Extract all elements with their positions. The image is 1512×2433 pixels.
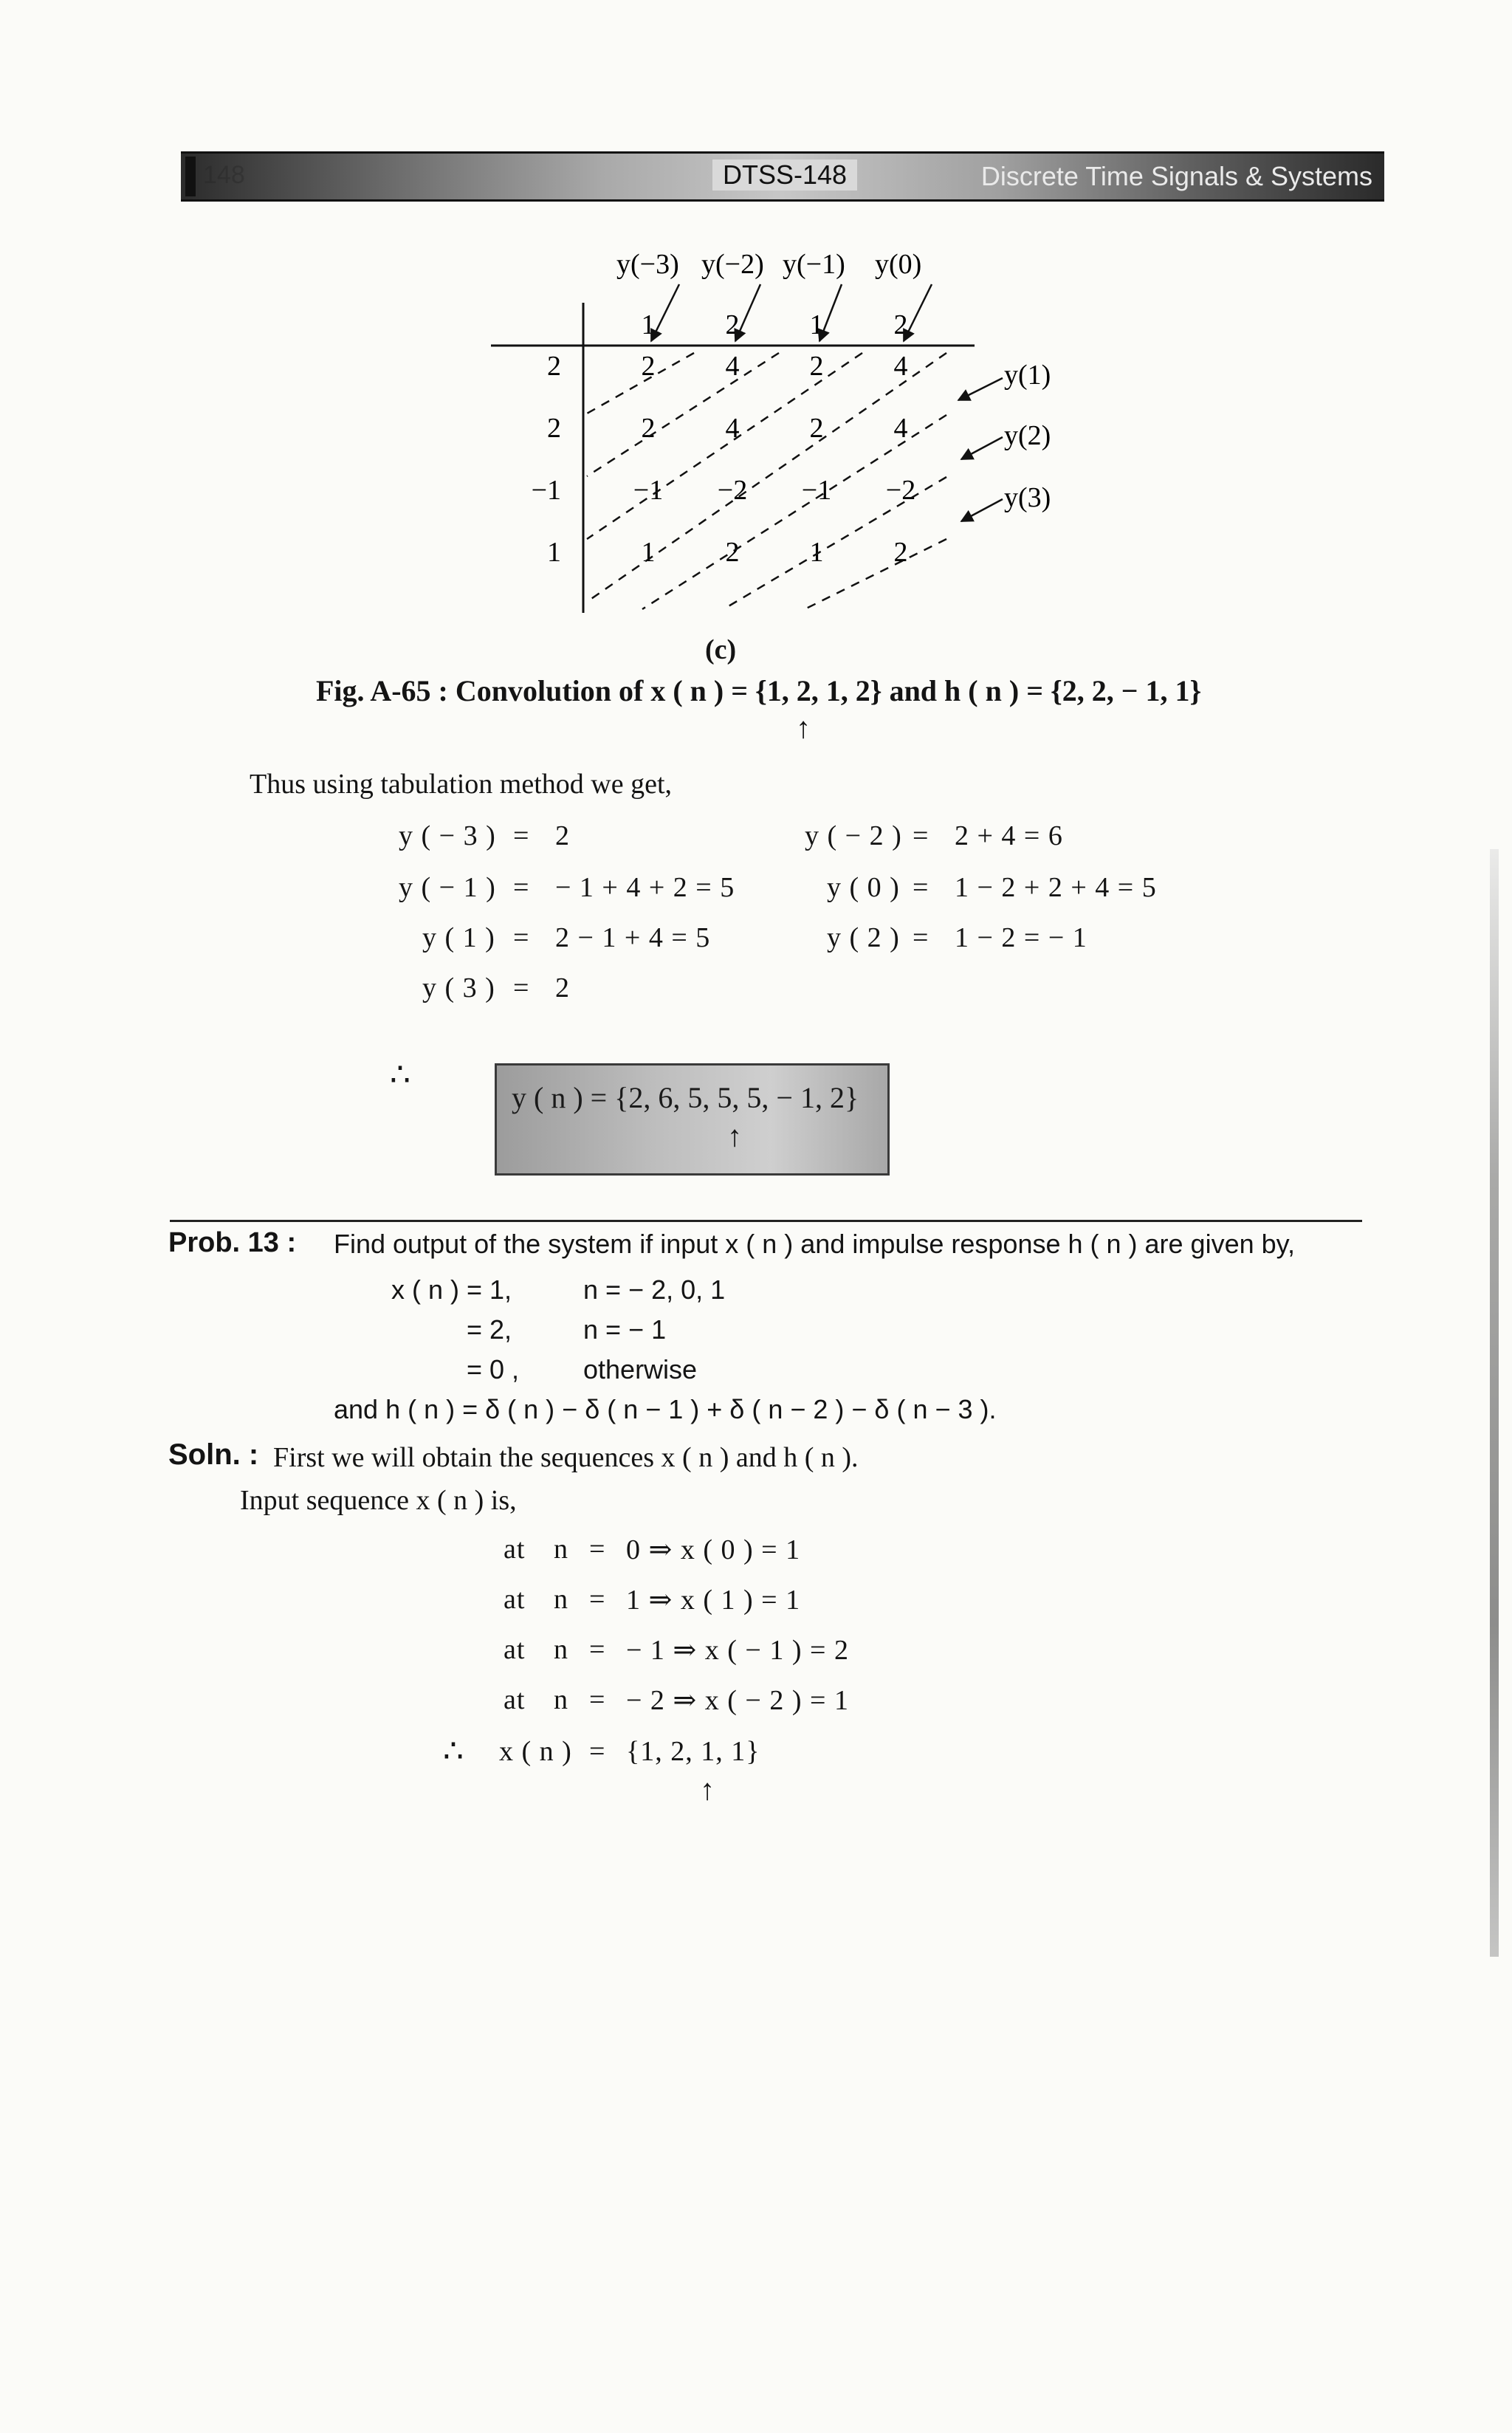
arrow-y-minus-3 <box>651 284 679 341</box>
figure-caption: Fig. A-65 : Convolution of x ( n ) = {1, 2, 1, 2} and h ( n ) = {2, 2, − 1, 1} <box>316 674 1202 707</box>
eq-sign: = <box>913 922 929 953</box>
eq-sign: = <box>913 872 929 903</box>
arrow-y-2 <box>961 437 1003 459</box>
case-lhs: = 0 , <box>467 1354 520 1384</box>
eq-rhs: 1 − 2 + 2 + 4 = 5 <box>955 872 1157 903</box>
eq-sign: = <box>513 820 530 851</box>
eq-sign: = <box>913 820 929 851</box>
grid-cell: 4 <box>893 351 908 382</box>
grid-cell: 2 <box>725 537 740 568</box>
grid-cell: 4 <box>725 351 740 382</box>
arrow-y-0 <box>904 284 932 341</box>
x-value: 1 <box>809 309 824 340</box>
eq-lhs: y ( − 2 ) <box>805 820 902 851</box>
result-equation: y ( n ) = {2, 6, 5, 5, 5, − 1, 2} <box>512 1081 859 1114</box>
at-word: at <box>504 1684 526 1715</box>
grid-cell: 2 <box>641 413 656 444</box>
product-grid <box>633 351 915 568</box>
top-label-y-0: y(0) <box>875 249 922 280</box>
solution-label: Soln. : <box>168 1438 259 1471</box>
n-var: n <box>554 1634 568 1665</box>
right-label-y-2: y(2) <box>1004 420 1051 451</box>
grid-cell: 1 <box>809 537 824 568</box>
eq-lhs: y ( 2 ) <box>827 922 900 953</box>
top-label-y-minus-2: y(−2) <box>701 249 764 280</box>
x-value: 2 <box>725 309 740 340</box>
problem-statement: Find output of the system if input x ( n ) and impulse response h ( n ) are given by, <box>334 1229 1295 1259</box>
eq-lhs: y ( 1 ) <box>422 922 495 953</box>
n-var: n <box>554 1684 568 1715</box>
section-divider <box>170 1220 1362 1222</box>
input-sequence-intro: Input sequence x ( n ) is, <box>240 1485 517 1516</box>
n-var: n <box>554 1534 568 1565</box>
grid-cell: −1 <box>801 475 832 506</box>
sequence-origin-arrow: ↑ <box>700 1773 715 1806</box>
convolution-tabulation-figure <box>458 244 1093 628</box>
grid-cell: 2 <box>809 413 824 444</box>
case-lhs: = 2, <box>467 1314 512 1345</box>
eq-sign: = <box>513 872 530 903</box>
x-sample: − 1 ⇒ x ( − 1 ) = 2 <box>626 1635 849 1666</box>
eq-rhs: 2 <box>555 820 570 851</box>
right-label-y-3: y(3) <box>1004 482 1051 513</box>
top-label-y-minus-3: y(−3) <box>616 249 679 280</box>
x-value: 1 <box>641 309 656 340</box>
eq-lhs: y ( − 1 ) <box>399 872 496 903</box>
n-var: n <box>554 1584 568 1615</box>
header-title: DTSS-148 <box>712 159 857 191</box>
eq-rhs: − 1 + 4 + 2 = 5 <box>555 872 735 903</box>
x-sample: 0 ⇒ x ( 0 ) = 1 <box>626 1534 801 1565</box>
case-condition: otherwise <box>583 1354 698 1384</box>
arrow-y-1 <box>958 378 1003 400</box>
case-lhs: x ( n ) = 1, <box>391 1274 512 1305</box>
eq-sign: = <box>589 1534 606 1565</box>
final-sequence: {1, 2, 1, 1} <box>626 1736 760 1767</box>
eq-sign: = <box>589 1736 606 1767</box>
eq-sign: = <box>513 972 530 1003</box>
h-value: 2 <box>547 413 561 444</box>
at-word: at <box>504 1534 526 1565</box>
eq-rhs: 2 + 4 = 6 <box>955 820 1063 851</box>
x-value: 2 <box>893 309 908 340</box>
eq-lhs: y ( 3 ) <box>422 972 495 1003</box>
caption-origin-arrow: ↑ <box>796 711 811 744</box>
page-header <box>181 151 1384 202</box>
case-condition: n = − 1 <box>583 1314 667 1345</box>
grid-cell: −2 <box>885 475 916 506</box>
solution-text: First we will obtain the sequences x ( n ) and h ( n ). <box>273 1442 859 1473</box>
impulse-response-definition: and h ( n ) = δ ( n ) − δ ( n − 1 ) + δ ( n − 2 ) − δ ( n − 3 ). <box>334 1394 997 1424</box>
scan-edge-shadow <box>1490 849 1499 1957</box>
header-page-number: 148 <box>203 161 245 189</box>
x-sample: 1 ⇒ x ( 1 ) = 1 <box>626 1585 801 1616</box>
tabulation-intro: Thus using tabulation method we get, <box>250 769 673 800</box>
grid-cell: 4 <box>893 413 908 444</box>
top-label-y-minus-1: y(−1) <box>783 249 845 280</box>
grid-cell: 2 <box>641 351 656 382</box>
eq-rhs: 2 − 1 + 4 = 5 <box>555 922 711 953</box>
grid-cell: 2 <box>809 351 824 382</box>
result-box <box>495 1063 890 1176</box>
header-left-bar <box>185 157 196 196</box>
grid-cell: 2 <box>893 537 908 568</box>
grid-cell: 4 <box>725 413 740 444</box>
arrow-y-3 <box>961 499 1003 521</box>
at-word: at <box>504 1584 526 1615</box>
h-value: 1 <box>547 537 561 568</box>
therefore-symbol: ∴ <box>390 1057 411 1093</box>
eq-sign: = <box>513 922 530 953</box>
h-value: −1 <box>531 475 561 506</box>
h-value: 2 <box>547 351 561 382</box>
figure-subcaption: (c) <box>705 634 737 665</box>
grid-cell: 1 <box>641 537 656 568</box>
final-lhs: x ( n ) <box>499 1736 572 1767</box>
right-label-y-1: y(1) <box>1004 360 1051 391</box>
result-origin-arrow: ↑ <box>727 1119 742 1153</box>
grid-cell: −1 <box>633 475 664 506</box>
eq-rhs: 1 − 2 = − 1 <box>955 922 1087 953</box>
grid-cell: −2 <box>717 475 748 506</box>
eq-lhs: y ( 0 ) <box>827 872 900 903</box>
problem-label: Prob. 13 : <box>168 1227 297 1258</box>
case-condition: n = − 2, 0, 1 <box>583 1274 726 1305</box>
therefore-symbol: ∴ <box>443 1733 464 1769</box>
header-book-title: Discrete Time Signals & Systems <box>980 161 1372 191</box>
at-word: at <box>504 1634 526 1665</box>
eq-rhs: 2 <box>555 972 570 1003</box>
x-sample: − 2 ⇒ x ( − 2 ) = 1 <box>626 1685 849 1716</box>
eq-sign: = <box>589 1584 606 1615</box>
eq-sign: = <box>589 1684 606 1715</box>
eq-lhs: y ( − 3 ) <box>399 820 496 851</box>
eq-sign: = <box>589 1634 606 1665</box>
